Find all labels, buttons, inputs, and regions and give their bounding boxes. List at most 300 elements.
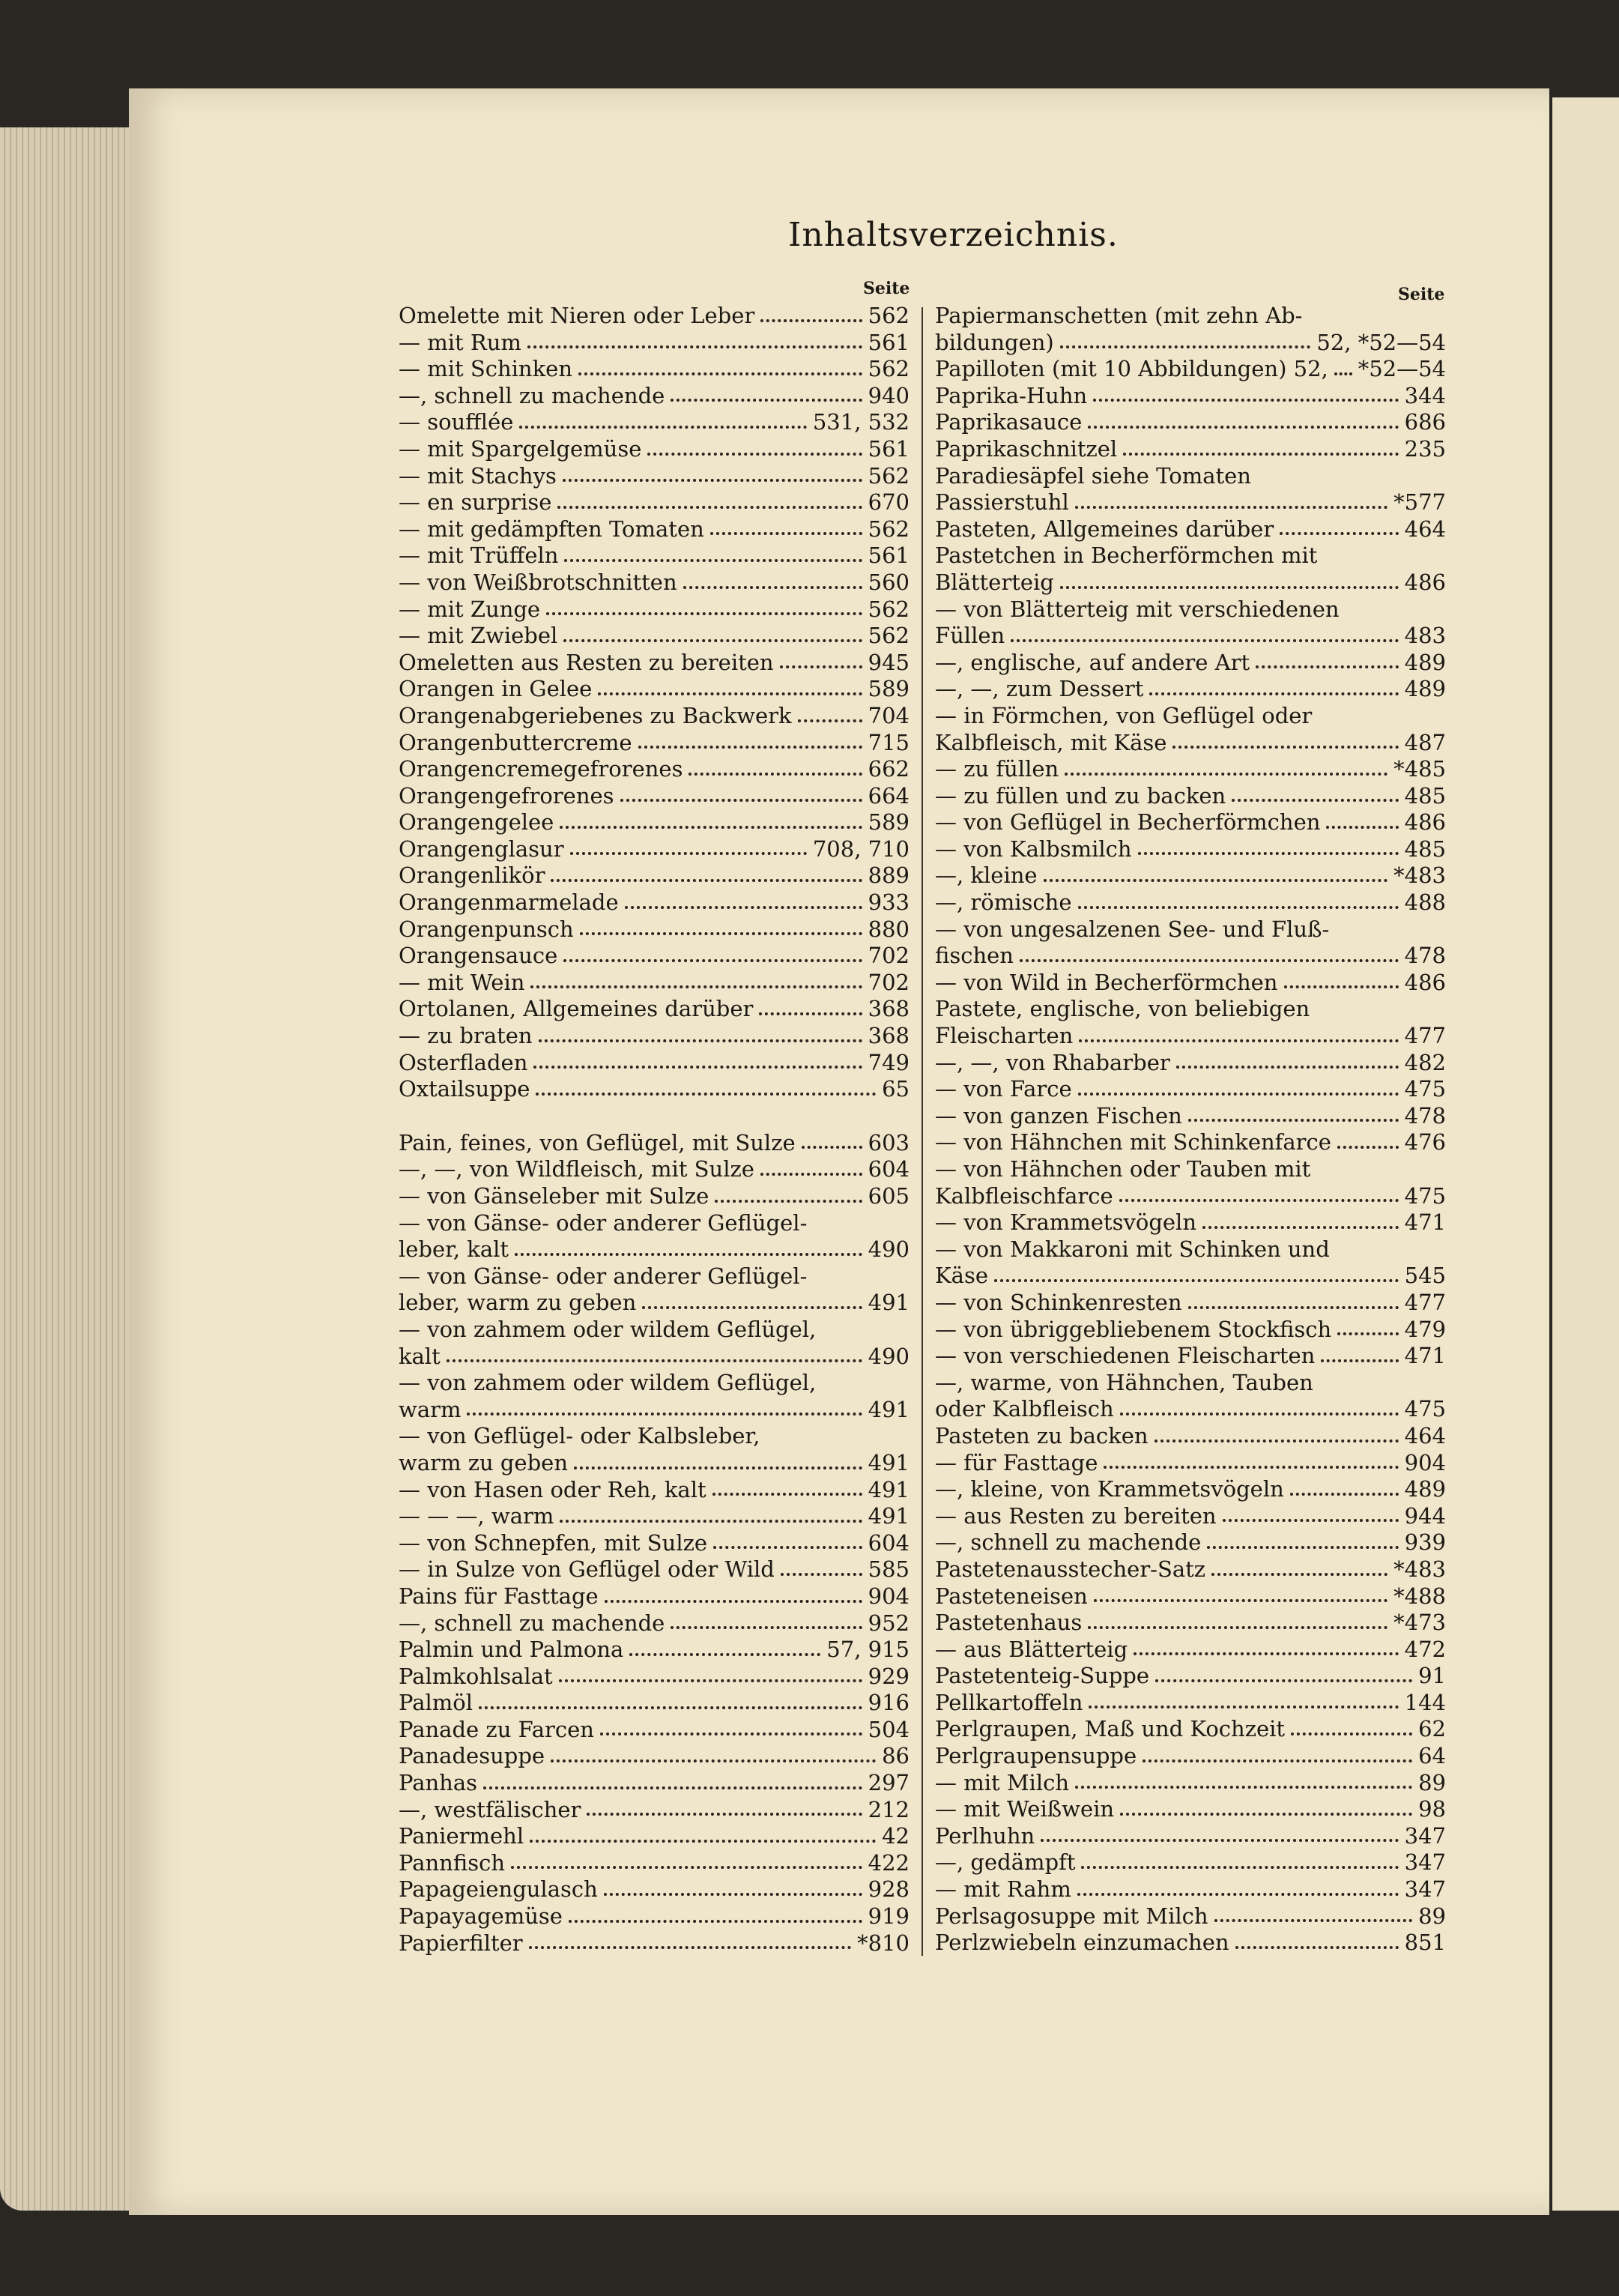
index-entry <box>399 916 910 943</box>
index-entry <box>935 1076 1446 1103</box>
entry-page-number: 485 <box>1404 836 1446 862</box>
entry-page-number: 664 <box>868 782 910 809</box>
entry-page-number: 531, 532 <box>812 409 910 435</box>
entry-page-number: 686 <box>1404 409 1446 435</box>
index-entry <box>399 1076 910 1103</box>
entry-text: —, —, von Wildfleisch, mit Sulze <box>399 1156 754 1182</box>
entry-page-number: 889 <box>868 862 910 889</box>
entry-text: — mit Stachys <box>399 462 557 489</box>
entry-text: Papiermanschetten (mit zehn Ab- <box>935 303 1303 328</box>
leader-dots <box>1235 1946 1399 1949</box>
entry-page-number: 702 <box>868 969 910 995</box>
entry-page-number: 297 <box>868 1770 910 1796</box>
leader-dots <box>1211 1573 1388 1576</box>
entry-page-number: 479 <box>1404 1316 1446 1342</box>
index-entry <box>935 516 1446 543</box>
entry-text: Paprika-Huhn <box>935 382 1088 408</box>
adjacent-page-edge <box>1552 97 1619 2211</box>
entry-text: Orangenpunsch <box>399 916 574 942</box>
leader-dots <box>683 586 862 589</box>
leader-dots <box>578 372 862 375</box>
leader-dots <box>1060 345 1311 348</box>
entry-text: Perlsagosuppe mit Milch <box>935 1903 1208 1929</box>
leader-dots <box>563 959 862 962</box>
entry-page-number: 491 <box>868 1503 910 1529</box>
entry-page-number: 368 <box>868 996 910 1022</box>
entry-text: —, kleine <box>935 862 1038 889</box>
leader-dots <box>511 1866 862 1869</box>
index-entry <box>935 1050 1446 1077</box>
entry-text: — für Fasttage <box>935 1449 1098 1475</box>
leader-dots <box>689 773 862 776</box>
entry-text: Füllen <box>935 623 1005 649</box>
leader-dots <box>564 559 862 562</box>
leader-dots <box>1060 586 1399 589</box>
entry-page-number: *483 <box>1393 862 1446 889</box>
entry-text: Omelette mit Nieren oder Leber <box>399 303 755 328</box>
index-entry <box>399 1370 910 1397</box>
entry-page-number: 486 <box>1404 809 1446 836</box>
entry-page-number: 491 <box>868 1449 910 1475</box>
index-entry <box>399 1503 910 1530</box>
index-entry <box>935 1503 1446 1530</box>
index-entry <box>399 570 910 596</box>
leader-dots <box>1207 1546 1398 1549</box>
entry-page-number: 933 <box>868 889 910 916</box>
entry-page-number: 562 <box>868 356 910 382</box>
leader-dots <box>479 1706 862 1709</box>
entry-text: — von ungesalzenen See- und Fluß- <box>935 916 1330 942</box>
entry-text: warm <box>399 1396 462 1422</box>
entry-text: Pain, feines, von Geflügel, mit Sulze <box>399 1129 796 1155</box>
entry-page-number: 604 <box>868 1156 910 1182</box>
entry-text: —, warme, von Hähnchen, Tauben <box>935 1369 1313 1395</box>
index-entry <box>399 1423 910 1450</box>
entry-page-number: 562 <box>868 596 910 622</box>
entry-text: — von Weißbrotschnitten <box>399 569 677 595</box>
index-entry <box>935 303 1446 330</box>
entry-text: Orangenlikör <box>399 862 545 889</box>
leader-dots <box>605 1600 862 1603</box>
entry-text: — aus Resten zu bereiten <box>935 1502 1217 1529</box>
index-entry <box>399 756 910 783</box>
entry-page-number: 704 <box>868 702 910 728</box>
index-entry <box>935 943 1446 970</box>
entry-text: — von Makkaroni mit Schinken und <box>935 1236 1330 1262</box>
entry-text: leber, warm zu geben <box>399 1290 637 1316</box>
index-entry <box>935 1156 1446 1183</box>
entry-text: — von Geflügel- oder Kalbsleber, <box>399 1423 760 1449</box>
index-entry <box>935 623 1446 650</box>
entry-text: Paniermehl <box>399 1823 524 1849</box>
entry-text: Papayagemüse <box>399 1903 563 1930</box>
entry-page-number: 344 <box>1404 382 1446 408</box>
entry-text: — mit Rahm <box>935 1876 1071 1903</box>
entry-text: Panade zu Farcen <box>399 1716 594 1742</box>
entry-text: — von Schinkenresten <box>935 1289 1182 1315</box>
index-entry <box>935 970 1446 997</box>
entry-page-number: 562 <box>868 623 910 649</box>
index-entry <box>935 1476 1446 1503</box>
index-entry <box>935 676 1446 703</box>
entry-text: — von Hähnchen mit Schinkenfarce <box>935 1129 1331 1155</box>
leader-dots <box>604 1893 862 1896</box>
leader-dots <box>1149 692 1398 695</box>
entry-text: Panhas <box>399 1770 478 1796</box>
entry-page-number: 952 <box>868 1610 910 1636</box>
leader-dots <box>539 1039 862 1042</box>
leader-dots <box>1093 399 1398 402</box>
index-entry <box>935 1556 1446 1583</box>
entry-text: — von Blätterteig mit verschiedenen <box>935 596 1340 622</box>
entry-page-number: 65 <box>882 1076 910 1102</box>
leader-dots <box>587 1813 862 1816</box>
entry-page-number: 485 <box>1404 782 1446 809</box>
index-entry <box>399 730 910 757</box>
index-entry <box>935 1930 1446 1957</box>
leader-dots <box>1155 1679 1412 1682</box>
leader-dots <box>1104 1466 1398 1469</box>
entry-text: — von zahmem oder wildem Geflügel, <box>399 1316 817 1342</box>
index-entry <box>935 996 1446 1023</box>
leader-dots <box>530 1840 876 1843</box>
entry-page-number: 89 <box>1418 1903 1446 1929</box>
entry-page-number: 489 <box>1404 1476 1446 1502</box>
leader-dots <box>1291 1732 1412 1735</box>
leader-dots <box>515 1253 862 1256</box>
entry-page-number: 89 <box>1418 1769 1446 1795</box>
leader-dots <box>1020 959 1399 962</box>
index-entry <box>399 1397 910 1424</box>
index-entry <box>935 836 1446 863</box>
leader-dots <box>1078 1093 1399 1096</box>
entry-text: Papierfilter <box>399 1930 523 1956</box>
leader-dots <box>759 1012 862 1015</box>
index-entry <box>399 1717 910 1744</box>
leader-dots <box>1337 1146 1399 1149</box>
index-entry <box>935 1023 1446 1050</box>
index-entry <box>399 1183 910 1210</box>
leader-dots <box>559 1679 862 1682</box>
index-entry <box>935 1423 1446 1450</box>
leader-dots <box>1088 1626 1388 1629</box>
entry-page-number: 98 <box>1418 1796 1446 1822</box>
entry-text: fischen <box>935 943 1014 969</box>
entry-text: Pastetchen in Becherförmchen mit <box>935 543 1318 569</box>
index-entry <box>935 356 1446 383</box>
index-entry <box>935 489 1446 516</box>
entry-text: — von Gänse- oder anderer Geflügel- <box>399 1263 808 1289</box>
index-entry <box>399 409 910 436</box>
leader-dots <box>557 506 862 509</box>
entry-text: Omeletten aus Resten zu bereiten <box>399 649 774 675</box>
entry-page-number: 347 <box>1404 1822 1446 1849</box>
entry-page-number: 491 <box>868 1396 910 1422</box>
index-entry <box>935 756 1446 783</box>
index-entry <box>399 1130 910 1157</box>
entry-page-number: *810 <box>857 1930 910 1956</box>
entry-text: Pasteteneisen <box>935 1583 1088 1609</box>
entry-text: Orangenbuttercreme <box>399 729 632 755</box>
index-entry <box>399 996 910 1023</box>
index-entry <box>935 1343 1446 1370</box>
entry-page-number: *485 <box>1393 756 1446 782</box>
entry-page-number: 561 <box>868 329 910 355</box>
leader-dots <box>546 612 862 615</box>
entry-page-number: 605 <box>868 1183 910 1209</box>
entry-page-number: 483 <box>1404 623 1446 649</box>
leader-dots <box>600 1732 862 1735</box>
index-entry <box>399 1876 910 1903</box>
index-entry <box>399 383 910 410</box>
entry-text: — von ganzen Fischen <box>935 1102 1182 1129</box>
leader-dots <box>994 1279 1399 1282</box>
leader-dots <box>710 532 862 535</box>
entry-page-number: 475 <box>1404 1182 1446 1209</box>
index-entry <box>935 596 1446 623</box>
entry-text: —, kleine, von Krammetsvögeln <box>935 1476 1284 1502</box>
entry-page-number: 702 <box>868 943 910 969</box>
entry-text: Panadesuppe <box>399 1743 545 1769</box>
index-entry <box>935 730 1446 757</box>
entry-text: — soufflée <box>399 409 514 435</box>
entry-page-number: 589 <box>868 809 910 836</box>
entry-text: — mit Zwiebel <box>399 623 558 649</box>
leader-dots <box>529 1946 851 1949</box>
entry-text: — in Sulze von Geflügel oder Wild <box>399 1556 775 1583</box>
index-entry <box>399 1823 910 1850</box>
leader-dots <box>1223 1519 1399 1522</box>
page-title: Inhaltsverzeichnis. <box>788 216 1119 254</box>
index-entry <box>399 1637 910 1664</box>
entry-text: — in Förmchen, von Geflügel oder <box>935 702 1313 728</box>
entry-page-number: 347 <box>1404 1849 1446 1876</box>
entry-page-number: 482 <box>1404 1049 1446 1075</box>
leader-dots <box>467 1413 862 1416</box>
leader-dots <box>629 1653 820 1656</box>
index-entry <box>935 1209 1446 1236</box>
leader-dots <box>574 1466 862 1469</box>
index-entry <box>399 1690 910 1717</box>
entry-text: Orangenmarmelade <box>399 889 619 916</box>
index-entry <box>399 489 910 516</box>
entry-page-number: 368 <box>868 1023 910 1049</box>
index-entry <box>399 1743 910 1770</box>
entry-page-number: 464 <box>1404 1422 1446 1448</box>
entry-text: — von Gänse- oder anderer Geflügel- <box>399 1209 808 1236</box>
index-entry <box>399 1290 910 1317</box>
index-entry <box>935 1663 1446 1690</box>
entry-page-number: *488 <box>1393 1583 1446 1609</box>
entry-page-number: 562 <box>868 462 910 489</box>
entry-page-number: 490 <box>868 1343 910 1369</box>
index-entry <box>935 1396 1446 1423</box>
index-entry <box>399 783 910 810</box>
index-entry <box>399 1236 910 1263</box>
leader-dots <box>802 1146 862 1149</box>
index-entry <box>935 1876 1446 1903</box>
leader-dots <box>1089 1706 1398 1709</box>
entry-page-number: 562 <box>868 303 910 328</box>
leader-dots <box>1075 1786 1412 1789</box>
entry-page-number: 904 <box>1404 1449 1446 1475</box>
entry-text: Perlzwiebeln einzumachen <box>935 1930 1229 1956</box>
entry-page-number: 604 <box>868 1529 910 1556</box>
entry-text: —, römische <box>935 889 1072 916</box>
index-entry <box>399 1610 910 1637</box>
entry-text: — mit Schinken <box>399 356 573 382</box>
leader-dots <box>563 639 862 642</box>
index-entry <box>399 1903 910 1930</box>
leader-dots <box>712 1493 862 1496</box>
book-page-edges <box>0 127 131 2211</box>
entry-text: Orangenabgeriebenes zu Backwerk <box>399 702 792 728</box>
index-group-o <box>399 303 910 1103</box>
leader-dots <box>483 1786 862 1789</box>
entry-page-number: 144 <box>1404 1689 1446 1715</box>
entry-text: Pastetenteig-Suppe <box>935 1663 1149 1689</box>
leader-dots <box>1143 1759 1412 1762</box>
entry-page-number: 486 <box>1404 569 1446 595</box>
index-entry <box>399 1583 910 1610</box>
leader-dots <box>638 746 862 749</box>
entry-text: Pains für Fasttage <box>399 1583 599 1609</box>
leader-dots <box>1120 1813 1412 1816</box>
index-entry <box>399 623 910 650</box>
leader-dots <box>560 1520 862 1523</box>
entry-page-number: 561 <box>868 543 910 569</box>
index-group-p-continued <box>935 303 1446 1957</box>
index-entry <box>399 516 910 543</box>
index-entry <box>399 1530 910 1557</box>
leader-dots <box>1077 1893 1399 1896</box>
leader-dots <box>1044 879 1388 882</box>
index-entry <box>399 676 910 703</box>
leader-dots <box>1138 852 1399 855</box>
entry-page-number: 91 <box>1418 1663 1446 1689</box>
entry-page-number: 57, 915 <box>826 1637 910 1663</box>
entry-text: —, schnell zu machende <box>935 1529 1202 1556</box>
entry-text: Pastetenausstecher-Satz <box>935 1556 1206 1582</box>
entry-page-number: 562 <box>868 516 910 542</box>
index-entry <box>935 1690 1446 1717</box>
index-entry <box>935 1263 1446 1290</box>
entry-text: — von Kalbsmilch <box>935 836 1132 862</box>
entry-text: Pasteten zu backen <box>935 1422 1149 1448</box>
entry-text: Osterfladen <box>399 1049 528 1075</box>
entry-text: Pastete, englische, von beliebigen <box>935 996 1310 1022</box>
entry-page-number: 487 <box>1404 729 1446 755</box>
leader-dots <box>1081 1866 1398 1869</box>
entry-page-number: 489 <box>1404 649 1446 675</box>
index-entry <box>399 1050 910 1077</box>
entry-text: Papilloten (mit 10 Abbildungen) 52, <box>935 356 1328 382</box>
leader-dots <box>1119 1199 1399 1202</box>
leader-dots <box>1280 532 1398 535</box>
index-entry <box>935 1183 1446 1210</box>
entry-page-number: 472 <box>1404 1636 1446 1662</box>
group-gap <box>399 1103 910 1130</box>
entry-text: — von Wild in Becherförmchen <box>935 969 1278 995</box>
leader-dots <box>760 1173 862 1176</box>
leader-dots <box>1284 985 1399 988</box>
column-header-seite-left: Seite <box>863 279 910 298</box>
entry-text: — von Hähnchen oder Tauben mit <box>935 1156 1311 1182</box>
entry-page-number: 42 <box>882 1823 910 1849</box>
entry-text: — aus Blätterteig <box>935 1636 1128 1662</box>
entry-page-number: 478 <box>1404 1102 1446 1129</box>
entry-page-number: 486 <box>1404 969 1446 995</box>
leader-dots <box>570 852 807 855</box>
entry-text: Pannfisch <box>399 1849 505 1876</box>
entry-page-number: 851 <box>1404 1930 1446 1956</box>
entry-text: Orangencremegefrorenes <box>399 756 683 782</box>
index-entry <box>935 1823 1446 1850</box>
entry-text: Pellkartoffeln <box>935 1689 1083 1715</box>
entry-page-number: *52—54 <box>1358 356 1446 382</box>
index-entry <box>935 1236 1446 1263</box>
entry-page-number: 475 <box>1404 1396 1446 1422</box>
leader-dots <box>580 932 862 935</box>
index-entry <box>399 543 910 570</box>
entry-text: — — —, warm <box>399 1503 554 1529</box>
entry-page-number: 944 <box>1404 1502 1446 1529</box>
entry-text: Orangen in Gelee <box>399 676 593 702</box>
entry-text: — mit Weißwein <box>935 1796 1115 1822</box>
leader-dots <box>1011 639 1398 642</box>
entry-page-number: 471 <box>1404 1209 1446 1236</box>
entry-page-number: 585 <box>868 1556 910 1583</box>
index-entry <box>399 1797 910 1824</box>
leader-dots <box>1120 1413 1399 1416</box>
entry-text: —, schnell zu machende <box>399 382 665 408</box>
entry-text: —, westfälischer <box>399 1796 581 1822</box>
index-entry <box>935 463 1446 490</box>
index-entry <box>399 463 910 490</box>
entry-page-number: 504 <box>868 1716 910 1742</box>
entry-text: Passierstuhl <box>935 489 1069 516</box>
index-entry <box>399 650 910 677</box>
index-entry <box>399 596 910 623</box>
entry-text: — von verschiedenen Fleischarten <box>935 1343 1316 1369</box>
leader-dots <box>713 1546 862 1549</box>
leader-dots <box>527 345 862 348</box>
entry-page-number: 603 <box>868 1129 910 1155</box>
leader-dots <box>1256 665 1399 668</box>
entry-page-number: 64 <box>1418 1743 1446 1769</box>
entry-text: Orangengefrorenes <box>399 782 614 809</box>
index-entry <box>935 1317 1446 1344</box>
entry-text: —, englische, auf andere Art <box>935 649 1250 675</box>
leader-dots <box>671 399 862 402</box>
entry-text: Kalbfleisch, mit Käse <box>935 729 1167 755</box>
entry-page-number: 561 <box>868 435 910 462</box>
entry-page-number: 929 <box>868 1663 910 1689</box>
index-entry <box>935 1903 1446 1930</box>
leader-dots <box>1334 372 1352 375</box>
leader-dots <box>1065 773 1388 776</box>
entry-page-number: 916 <box>868 1690 910 1716</box>
leader-dots <box>563 479 862 482</box>
entry-text: — en surprise <box>399 489 552 516</box>
index-entry <box>935 916 1446 943</box>
leader-dots <box>598 692 862 695</box>
entry-page-number: 489 <box>1404 676 1446 702</box>
leader-dots <box>1176 1066 1399 1069</box>
column-divider <box>922 307 923 1956</box>
index-entry <box>399 1664 910 1691</box>
leader-dots <box>560 826 862 829</box>
